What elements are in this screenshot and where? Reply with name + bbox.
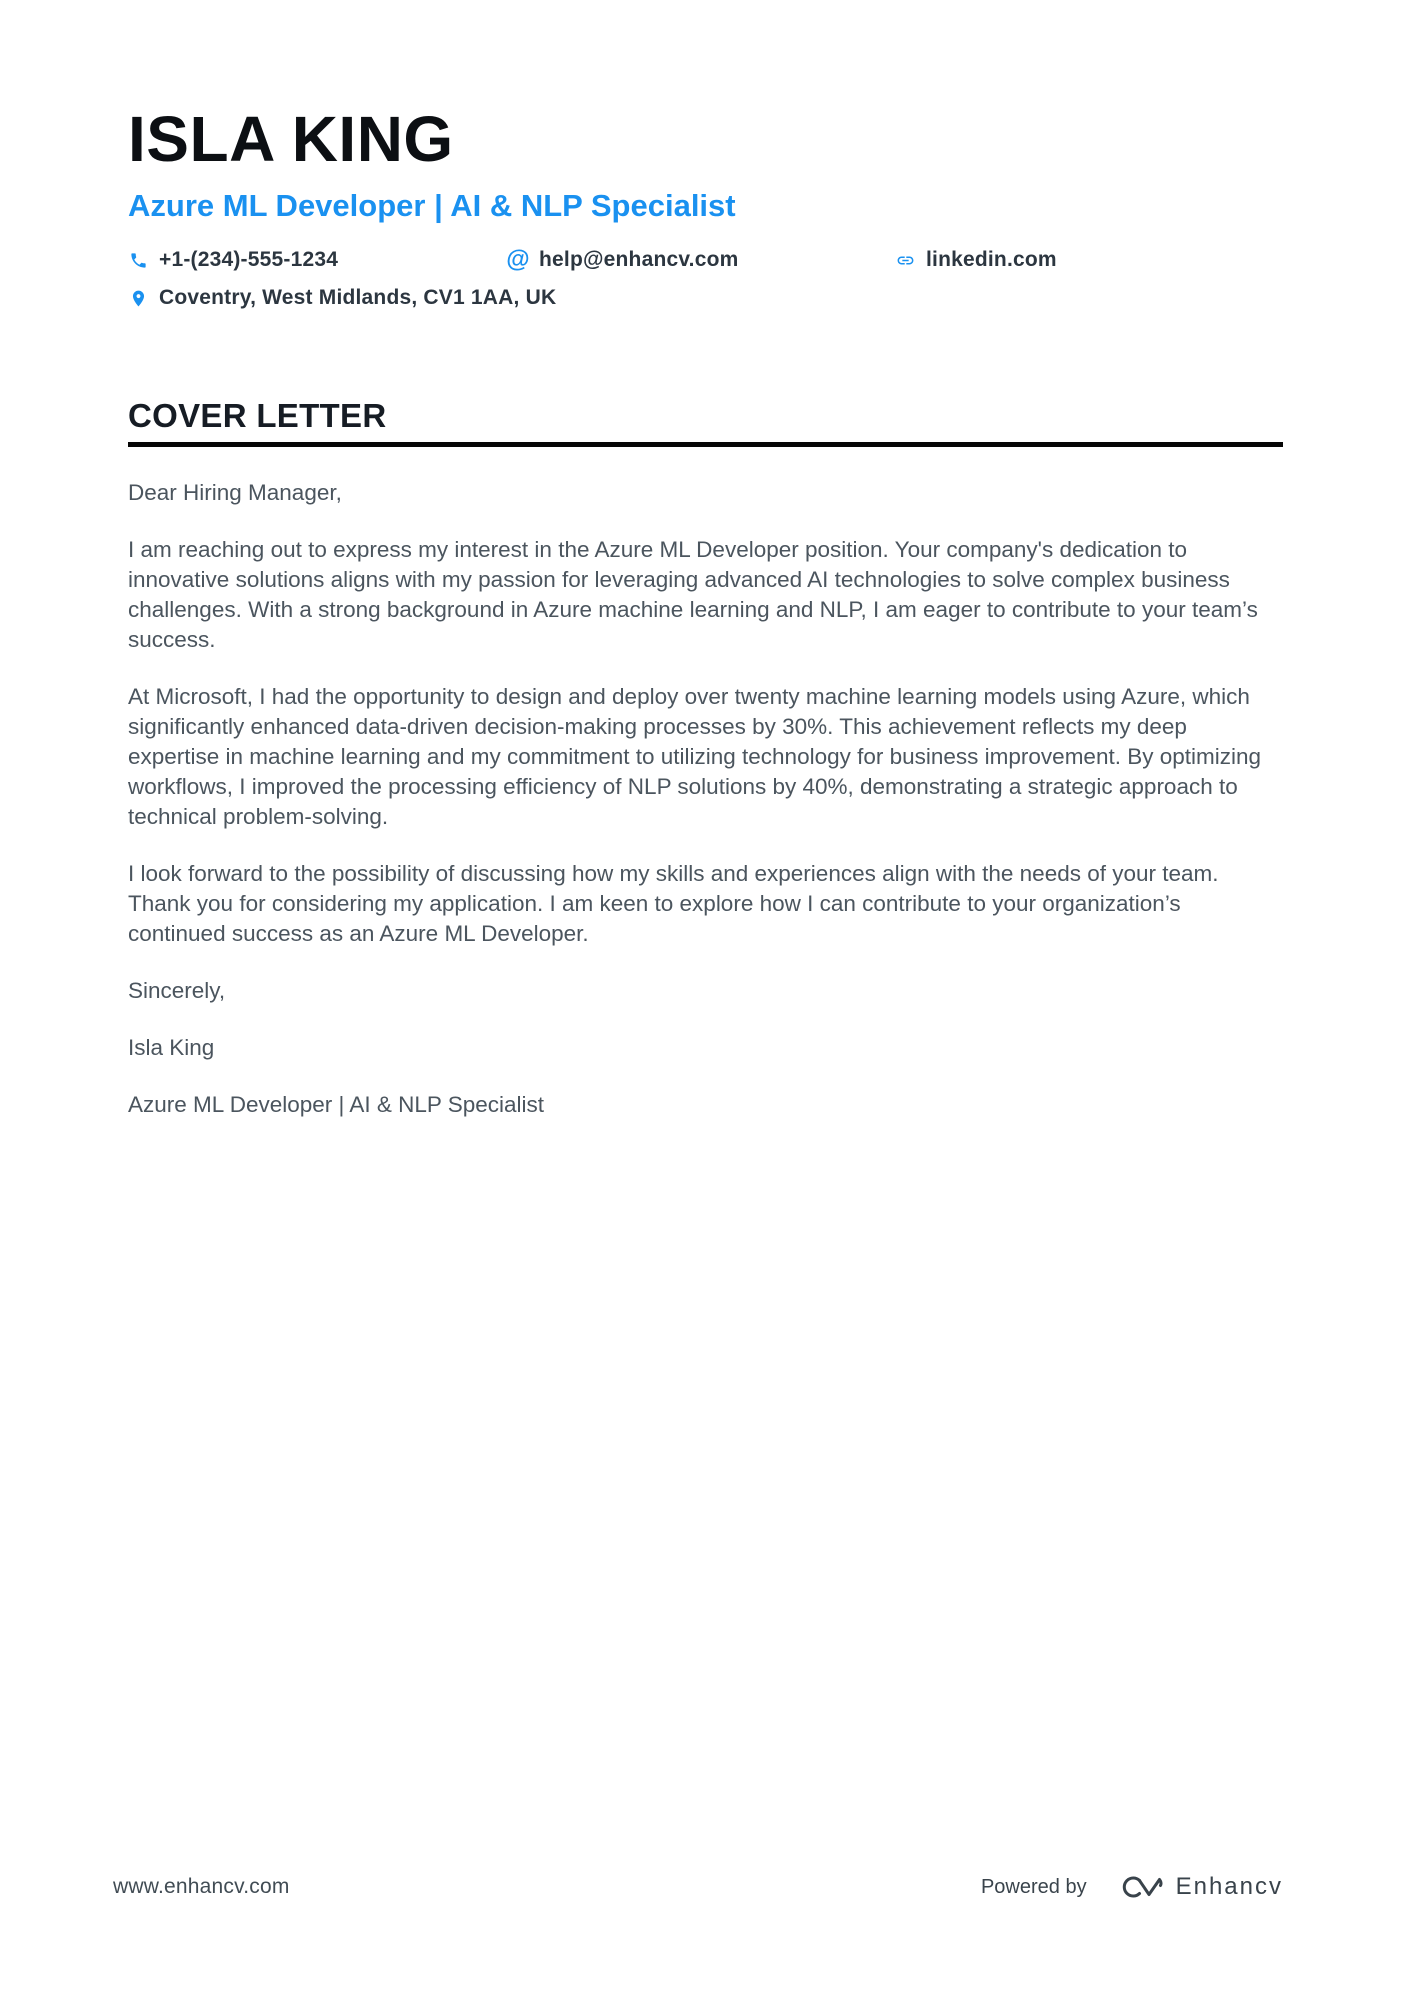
section-heading: COVER LETTER	[128, 397, 387, 435]
paragraph-experience: At Microsoft, I had the opportunity to design and deploy over twenty machine learning models using Azure, which significantly enhanced data-driven decision-making processes by 30%. This achievement reflects my deep expertise in machine learning and my commitment to utilizing technology for business improvement. By optimizing workflows, I improved the processing efficiency of NLP solutions by 40%, demonstrating a strategic approach to technical problem-solving.	[128, 684, 1262, 830]
contact-row-1	[128, 245, 1283, 275]
person-name: ISLA KING	[128, 103, 454, 175]
enhancv-logo-icon	[1114, 1874, 1164, 1900]
phone-contact[interactable]	[128, 248, 508, 272]
location-text: Coventry, West Midlands, CV1 1AA, UK	[159, 286, 557, 310]
salutation: Dear Hiring Manager,	[128, 480, 342, 506]
job-title: Azure ML Developer | AI & NLP Specialist	[128, 188, 736, 224]
location-contact	[128, 286, 556, 310]
letter-body	[128, 478, 1283, 1120]
email-contact[interactable]	[508, 248, 895, 272]
linkedin-contact[interactable]	[895, 248, 1057, 272]
email-address: help@enhancv.com	[539, 248, 739, 272]
powered-by-label: Powered by	[980, 1875, 1087, 1898]
signature-title: Azure ML Developer | AI & NLP Specialist	[128, 1092, 545, 1118]
section-heading-rule	[128, 399, 1283, 447]
footer-site-link[interactable]: www.enhancv.com	[113, 1875, 290, 1898]
enhancv-wordmark: Enhancv	[1175, 1873, 1283, 1900]
contact-row-2	[128, 283, 1283, 313]
location-pin-icon	[128, 288, 148, 308]
header	[128, 103, 1283, 313]
signature-name: Isla King	[128, 1035, 215, 1061]
powered-by-block[interactable]	[981, 1873, 1283, 1901]
linkedin-url: linkedin.com	[926, 248, 1057, 272]
signoff: Sincerely,	[128, 978, 226, 1004]
paragraph-closing: I look forward to the possibility of discussing how my skills and experiences align with the needs of your team. Thank you for considering my application. I am keen to explore how I can contribute to your organization’s continued success as an Azure ML Developer.	[128, 861, 1219, 947]
phone-icon	[128, 250, 148, 270]
paragraph-intro: I am reaching out to express my interest in the Azure ML Developer position. Your company's dedication to innovative solutions aligns with my passion for leveraging advanced AI technologies to solve complex business challenges. With a strong background in Azure machine learning and NLP, I am eager to contribute to your team’s success.	[128, 537, 1258, 653]
link-icon	[895, 250, 915, 270]
contact-block	[128, 245, 1283, 313]
phone-number: +1-(234)-555-1234	[159, 248, 339, 272]
at-icon: @	[506, 246, 530, 274]
footer	[113, 1872, 1283, 1902]
